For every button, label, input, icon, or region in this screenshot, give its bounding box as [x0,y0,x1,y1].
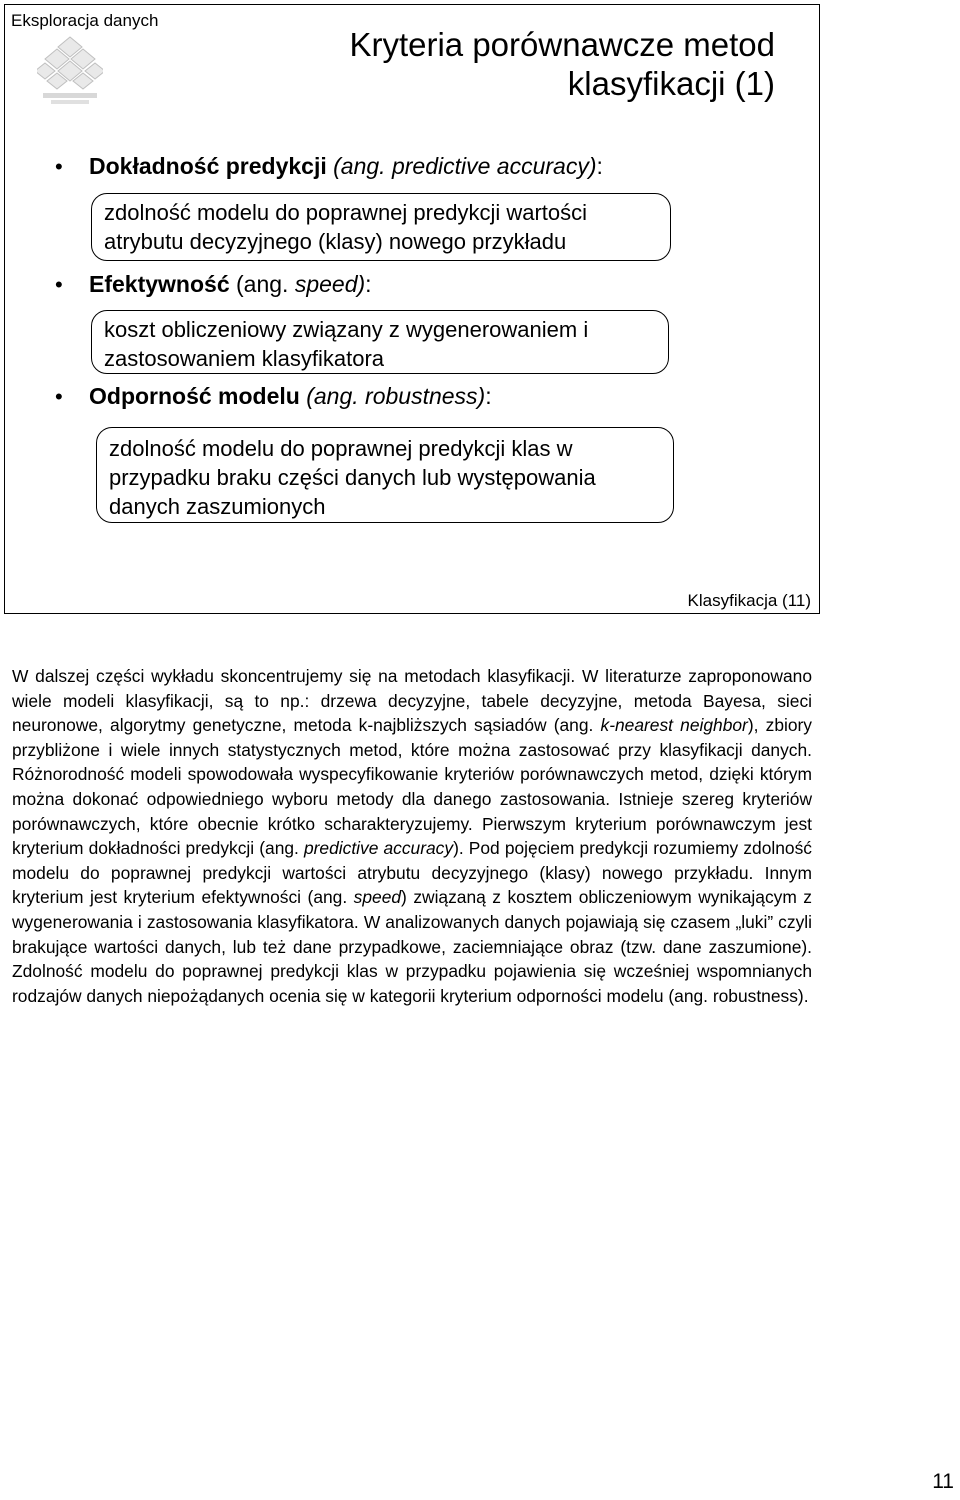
bullet-bold: Dokładność predykcji [89,153,327,179]
bullet-dot-icon: • [55,384,63,409]
slide-frame [4,4,820,614]
page-number: 11 [932,1470,954,1493]
definition-box-speed [91,310,669,374]
bullet-tail: : [596,153,603,179]
bullet-bold: Efektywność [89,271,230,297]
box-line: zastosowaniem klasyfikatora [104,346,385,371]
course-label: Eksploracja danych [11,11,159,30]
bullet-italic: (ang. robustness) [299,383,486,409]
lecture-notes-paragraph [12,664,812,1008]
bullet-robustness [55,383,492,410]
bullet-italic: (ang. predictive accuracy) [326,153,597,179]
slide-footer: Klasyfikacja (11) [687,591,811,610]
box-line: danych zaszumionych [109,494,326,519]
bullet-dot-icon: • [55,154,63,179]
notes-italic: predictive accuracy [303,838,454,859]
bullet-speed [55,271,372,298]
definition-box-robustness [96,427,674,523]
notes-italic: speed [353,887,402,908]
box-line: przypadku braku części danych lub występowania [109,465,596,490]
bullet-dot-icon: • [55,272,63,297]
notes-text: ) związaną z kosztem obliczeniowym wynikającym z wygenerowania i zastosowania klasyfikatora. W analizowanych danych pojawiają się czasem „luki” czyli brakujące wartości danych, lub też dane przypadkowe, zaciemniające obraz (tzw. dane zaszumione). Zdolność modelu do poprawnej predykcji klas w przypadku pojawienia się wcześniej wspomnianych rodzajów danych niepożądanych ocenia się w kategorii kryterium odporności modelu (ang. robustness). [12,887,812,1006]
notes-italic: k-nearest neighbor [600,715,748,736]
box-line: zdolność modelu do poprawnej predykcji wartości [104,200,588,225]
notes-text: W dalszej części wykładu skoncentrujemy się na metodach klasyfikacji. W literaturze zaproponowano wiele modeli klasyfikacji, są to np.: drzewa decyzyjne, tabele decyzyjne, metoda Bayesa, sieci neuronowe, algorytmy genetyczne, metoda k-najbliższych sąsiadów (ang. [12,666,812,736]
bullet-accuracy [55,153,603,180]
university-logo [37,35,103,107]
slide-title [255,25,775,103]
definition-box-accuracy [91,193,671,261]
bullet-plain: (ang. [229,271,295,297]
bullet-italic: speed) [294,271,366,297]
box-line: koszt obliczeniowy związany z wygenerowaniem i [104,317,589,342]
notes-text: ). Pod pojęciem predykcji rozumiemy zdolność modelu do poprawnej predykcji wartości atrybutu decyzyjnego (klasy) nowego przykładu. Innym kryterium jest kryterium efektywności (ang. [12,838,812,908]
slide-title-line2: klasyfikacji (1) [567,65,775,102]
bullet-bold: Odporność modelu [89,383,300,409]
notes-text: ), zbiory przybliżone i wiele innych statystycznych metod, które można zastosować przy klasyfikacji danych. Różnorodność modeli spowodowała wyspecyfikowanie kryteriów porównawczych metod, dzięki którym można dokonać odpowiedniego wyboru metody dla danego zastosowania. Istnieje szereg kryteriów porównawczych, które obecnie krótko scharakteryzujemy. Pierwszym kryterium porównawczym jest kryterium dokładności predykcji (ang. [12,715,813,859]
slide-title-line1: Kryteria porównawcze metod [349,26,775,63]
bullet-tail: : [485,383,492,409]
bullet-tail: : [365,271,372,297]
box-line: zdolność modelu do poprawnej predykcji klas w [109,436,573,461]
box-line: atrybutu decyzyjnego (klasy) nowego przykładu [104,229,567,254]
